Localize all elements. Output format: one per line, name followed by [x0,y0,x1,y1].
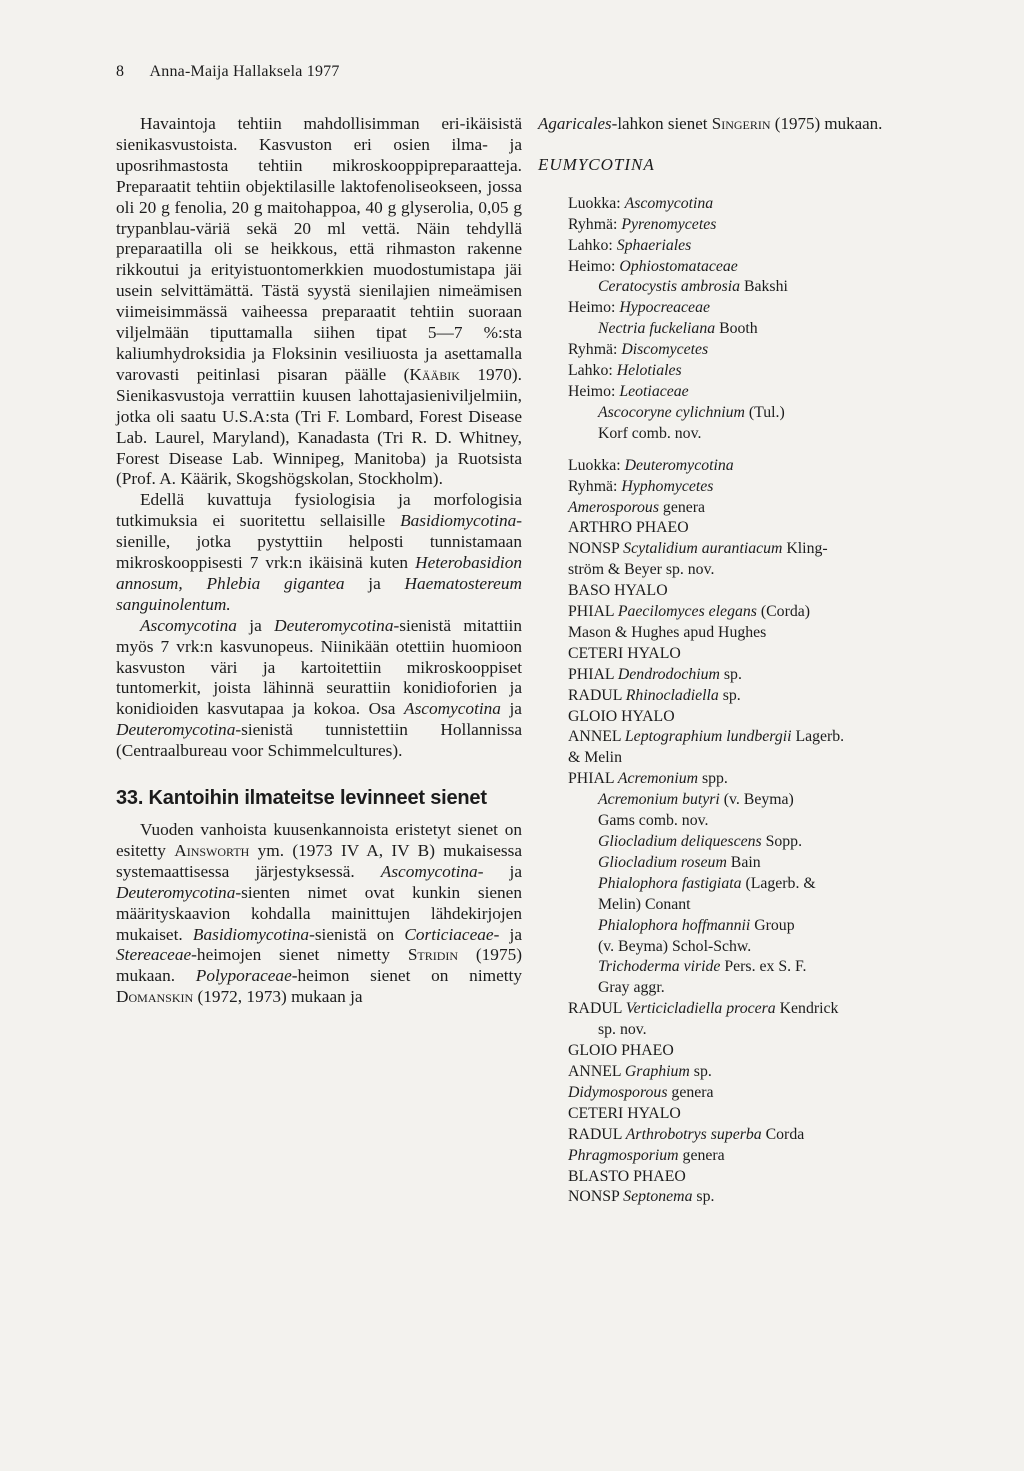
taxon-row [538,1146,958,1167]
taxon-name: Ascocoryne cylichnium [598,403,745,421]
taxon-rank-label: RADUL [568,686,626,704]
running-title: Anna-Maija Hallaksela 1977 [149,63,340,80]
taxon-name: Rhinocladiella [625,686,719,704]
text: -sienille, jotka pystyttiin helposti tunnistamaan mikroskooppisesti 7 vrk:n ikäisinä kuten [116,511,522,573]
taxon-rank-label: Heimo: [568,299,620,317]
taxon-authority: spp. [698,770,728,788]
taxon-row [538,874,958,895]
taxon-authority: sp. [692,1188,715,1206]
taxon-rank-label: ARTHRO PHAEO [568,519,689,537]
taxon-authority: ström & Beyer sp. nov. [568,561,715,579]
taxon-row [538,560,958,581]
taxon-authority: Pers. ex S. F. [720,958,807,976]
taxon-name: Septonema [623,1188,693,1206]
taxon-name: Trichoderma viride [598,958,721,976]
taxon: Haematostereum sanguinolentum. [116,573,522,614]
text: - ja [493,924,522,944]
taxon-rank-label: Ryhmä: [568,477,622,495]
taxon-name: Verticicladiella procera [625,1000,776,1018]
taxon-authority: Corda [761,1125,805,1143]
taxon-authority: Gams comb. nov. [598,812,709,830]
taxon-rank-label: Lahko: [568,236,617,254]
taxon-row [538,602,958,623]
taxon-row [538,319,958,340]
running-header [116,63,340,81]
taxon-row [538,937,958,958]
taxon-name: Graphium [624,1062,690,1080]
paragraph-basidiomycotina [116,490,522,615]
taxon-authority: Gray aggr. [598,979,665,997]
taxon-row [538,539,958,560]
taxon-row [538,215,958,236]
taxon-row [538,707,958,728]
taxon-rank-label: CETERI HYALO [568,1104,681,1122]
taxon-rank-label: Heimo: [568,382,620,400]
taxon-authority: sp. nov. [598,1021,647,1039]
taxon-authority: Sopp. [761,833,803,850]
taxon-row [538,811,958,832]
taxon-row [538,727,958,748]
taxon-authority: Mason & Hughes apud Hughes [568,623,767,641]
text: -lahkon sienet [611,114,712,133]
taxon-name: Discomycetes [621,341,709,359]
right-column [538,114,958,1208]
text: (1975) mukaan. [770,114,883,133]
taxon: Deuteromycotina [116,720,236,740]
taxon-authority: Booth [715,320,758,338]
taxon-name: Ascomycotina [624,194,714,212]
text: -sienten nimet ovat kunkin sienen määrityskaavion kohdalla mainittujen lähdekirjojen mukaiset. [116,882,522,944]
taxon-name: Pyrenomycetes [621,215,717,233]
taxon-row [538,623,958,644]
taxon-name: Leptographium lundbergii [624,728,792,746]
taxon-name: Paecilomyces elegans [617,603,757,621]
taxon-row [538,498,958,519]
taxon-row [538,1104,958,1125]
taxon-rank-label: Ryhmä: [568,215,622,233]
taxon-row [538,340,958,361]
taxon: Ascomycotina [140,615,237,635]
taxon-row [538,403,958,424]
taxon-row [538,769,958,790]
taxon-name: Amerosporous [568,498,659,516]
taxon-row [538,916,958,937]
taxon-rank-label: NONSP [568,1188,624,1206]
taxon-authority: genera [678,1146,725,1164]
taxonomy-list [538,194,958,1209]
taxon-row [538,277,958,298]
taxon-authority: (v. Beyma) Schol-Schw. [598,937,752,955]
taxon-row [538,194,958,215]
taxon-rank-label: PHIAL [568,665,618,683]
taxon-authority: sp. [718,686,741,704]
taxon-rank-label: NONSP [568,540,624,558]
taxon-name: Arthrobotrys superba [625,1125,762,1143]
taxon-row [538,790,958,811]
list-gap [538,445,958,456]
taxon: Polyporaceae [195,966,292,986]
taxon-name: Leotiaceae [619,382,689,400]
taxon-name: Ceratocystis ambrosia [598,278,741,296]
taxon-name: Dendrodochium [617,665,720,683]
text: - ja [477,861,523,881]
text: ym. (1973 IV A, IV B) mukaisessa systemaattisessa järjestyksessä. [116,840,522,881]
taxon-row [538,1041,958,1062]
text: Havaintoja tehtiin mahdollisimman eri-ikäisistä sienikasvustoista. Kasvuston eri osien ilma- ja uposrihmastosta tehtiin mikroskooppipreparaatteja. Preparaatit tehtiin objektilasille laktofenoliseokseen, jossa oli 20 g fenolia, 20 g maitohappoa, 40 g glyserolia, 0,05 g trypanblau-väriä sekä 20 ml vettä. Näin tehdyllä preparaatilla oli se heikkous, että rihmaston rakenne rikkoutui ja erityistuontomerkkien muodostumistapa jäi usein selvittämättä. Tästä syystä sienilajien nimeämisen viimeisimmässä vaiheessa preparaatit tehtiin suoraan viljelmään tiputtamalla siihen tipat 5—7 %:sta kaliumhydroksidia ja Floksinin vesiliuosta ja asettamalla varovasti peitinlasi pisaran päälle ( [116,114,522,384]
taxon-rank-label: Ryhmä: [568,341,622,359]
page-number: 8 [116,63,125,80]
taxon-rank-label: CETERI HYALO [568,644,681,662]
taxon-rank-label: PHIAL [568,603,618,621]
paragraph-ascomycotina [116,616,522,762]
taxon: Ascomycotina [404,699,501,719]
text: -heimon sienet on nimetty [291,966,522,986]
text: (1975) mukaan. [116,945,522,986]
taxon-rank-label: ANNEL [568,1062,625,1080]
taxon-name: Phragmosporium [568,1146,679,1164]
taxon-row [538,1062,958,1083]
taxon-rank-label: GLOIO HYALO [568,707,675,725]
taxon-name: Ophiostomataceae [619,257,738,275]
taxon: Stereaceae [116,945,192,965]
taxon-name: Scytalidium aurantiacum [623,540,783,558]
taxon-authority: (Tul.) [744,403,785,421]
taxon-authority: (Lagerb. & [741,874,816,892]
taxon-authority: genera [667,1083,714,1101]
text: -sienistä on [309,924,405,944]
taxon-authority: (v. Beyma) [719,791,794,809]
text: -sienistä mitattiin myös 7 vrk:n kasvunopeus. Niinikään otettiin huomioon kasvuston väri ja kartoitettiin mikroskooppiset tuntomerkit, joista lähinnä seurattiin konidioforien ja konidioiden kasvutapaa ja kokoa. Osa [116,615,522,719]
taxon-rank-label: Heimo: [568,257,620,275]
taxon-row [538,456,958,477]
taxon-row [538,361,958,382]
taxon-name: Phialophora hoffmannii [598,916,751,934]
taxon: Heterobasidion annosum, Phlebia gigantea [116,553,522,593]
taxon-rank-label: RADUL [568,1000,626,1018]
left-column [116,114,522,1008]
taxon-authority: genera [658,498,706,516]
taxon-row [538,1020,958,1041]
taxon-name: Acremonium butyri [598,791,720,809]
taxon-row [538,895,958,916]
taxon: Corticiaceae [404,924,494,944]
taxon-rank-label: BLASTO PHAEO [568,1167,686,1185]
taxon-rank-label: ANNEL [568,728,625,746]
taxon-row [538,581,958,602]
taxon: Deuteromycotina [116,882,236,902]
text: ja [236,615,275,635]
taxon-authority: Bain [726,853,761,871]
taxon-row [538,382,958,403]
text: -sienistä tunnistettiin Hollannissa (Centraalbureau voor Schimmelcultures). [116,720,522,761]
taxon-name: Didymosporous [568,1083,668,1101]
taxon-rank-label: Luokka: [568,456,625,474]
taxon: Ascomycotina [380,861,478,881]
taxon-row [538,644,958,665]
taxon-name: Deuteromycotina [624,456,734,474]
taxon-row [538,978,958,999]
taxon-authority: Kling- [782,540,828,558]
taxon-row [538,424,958,445]
taxon-authority: Melin) Conant [598,895,691,913]
taxon-authority: Kendrick [775,1000,839,1018]
text: (1972, 1973) mukaan ja [193,987,363,1007]
subdivision-heading: EUMYCOTINA [538,154,655,174]
taxon-authority: Bakshi [740,278,788,296]
taxon-authority: Group [750,916,795,934]
taxon-name: Helotiales [616,362,682,380]
taxon-row [538,665,958,686]
taxon-name: Phialophora fastigiata [598,874,742,892]
taxon-rank-label: Luokka: [568,194,625,212]
taxon-row [538,1083,958,1104]
text: Vuoden vanhoista kuusenkannoista eristetyt sienet on esitetty [116,820,522,860]
taxon-authority: Korf comb. nov. [598,424,702,442]
taxon-row [538,748,958,769]
taxon: Basidiomycotina [192,924,310,944]
taxon-rank-label: RADUL [568,1125,626,1143]
taxon-row [538,1167,958,1188]
taxon-rank-label: PHIAL [568,770,618,788]
taxon-row [538,257,958,278]
taxon-name: Hypocreaceae [619,299,710,317]
author-ref: Domanskin [116,987,194,1007]
author-ref: Ainsworth [174,840,250,860]
taxon: Basidiomycotina [400,511,517,531]
taxon-row [538,999,958,1020]
paragraph-methods [116,114,522,490]
taxon-name: Gliocladium deliquescens [598,833,762,850]
text: Edellä kuvattuja fysiologisia ja morfologisia tutkimuksia ei suoritettu sellaisille [116,490,522,531]
taxon-name: Sphaeriales [616,236,692,254]
author-ref: Kääbik [409,364,460,384]
taxon-row [538,686,958,707]
taxon-rank-label: BASO HYALO [568,582,668,600]
taxon-rank-label: GLOIO PHAEO [568,1042,674,1060]
text: 1970). Sienikasvustoja verrattiin kuusen lahottajasieniviljelmiin, jotka oli saatu U.S.A:sta (Tri F. Lombard, Forest Disease Lab. Laurel, Maryland), Kanadasta (Tri R. D. Whitney, Forest Disease Lab. Winnipeg, Manitoba) ja Ruotsista (Prof. A. Käärik, Skogshögskolan, Stockholm). [116,364,522,489]
taxon-row [538,1187,958,1208]
taxon-authority: sp. [689,1062,712,1080]
taxon-row [538,518,958,539]
taxon-row [538,1125,958,1146]
section-heading: 33. Kantoihin ilmateitse levinneet sienet [116,787,487,810]
taxon-authority: Lagerb. [791,728,845,746]
taxon-authority: & Melin [568,749,622,767]
intro-paragraph [538,114,958,135]
taxon: Agaricales [538,114,612,133]
taxon-authority: sp. [719,665,742,683]
text: -heimojen sienet nimetty [191,945,408,965]
taxon-authority: (Corda) [756,603,810,621]
text: ja [500,699,522,719]
author-ref: Stridin [407,945,459,965]
taxon-name: Nectria fuckeliana [598,320,716,338]
text: ja [344,573,405,593]
taxon-row [538,477,958,498]
taxon-name: Acremonium [617,770,699,788]
taxon-name: Gliocladium roseum [598,853,727,871]
taxon-rank-label: Lahko: [568,362,617,380]
paragraph-stump-fungi [116,820,522,1008]
taxon-row [538,832,958,853]
taxon-row [538,298,958,319]
taxon-row [538,236,958,257]
author-ref: Singerin [711,114,771,133]
taxon-name: Hyphomycetes [621,477,714,495]
taxon-row [538,853,958,874]
taxon-row [538,957,958,978]
taxon: Deuteromycotina [274,615,394,635]
